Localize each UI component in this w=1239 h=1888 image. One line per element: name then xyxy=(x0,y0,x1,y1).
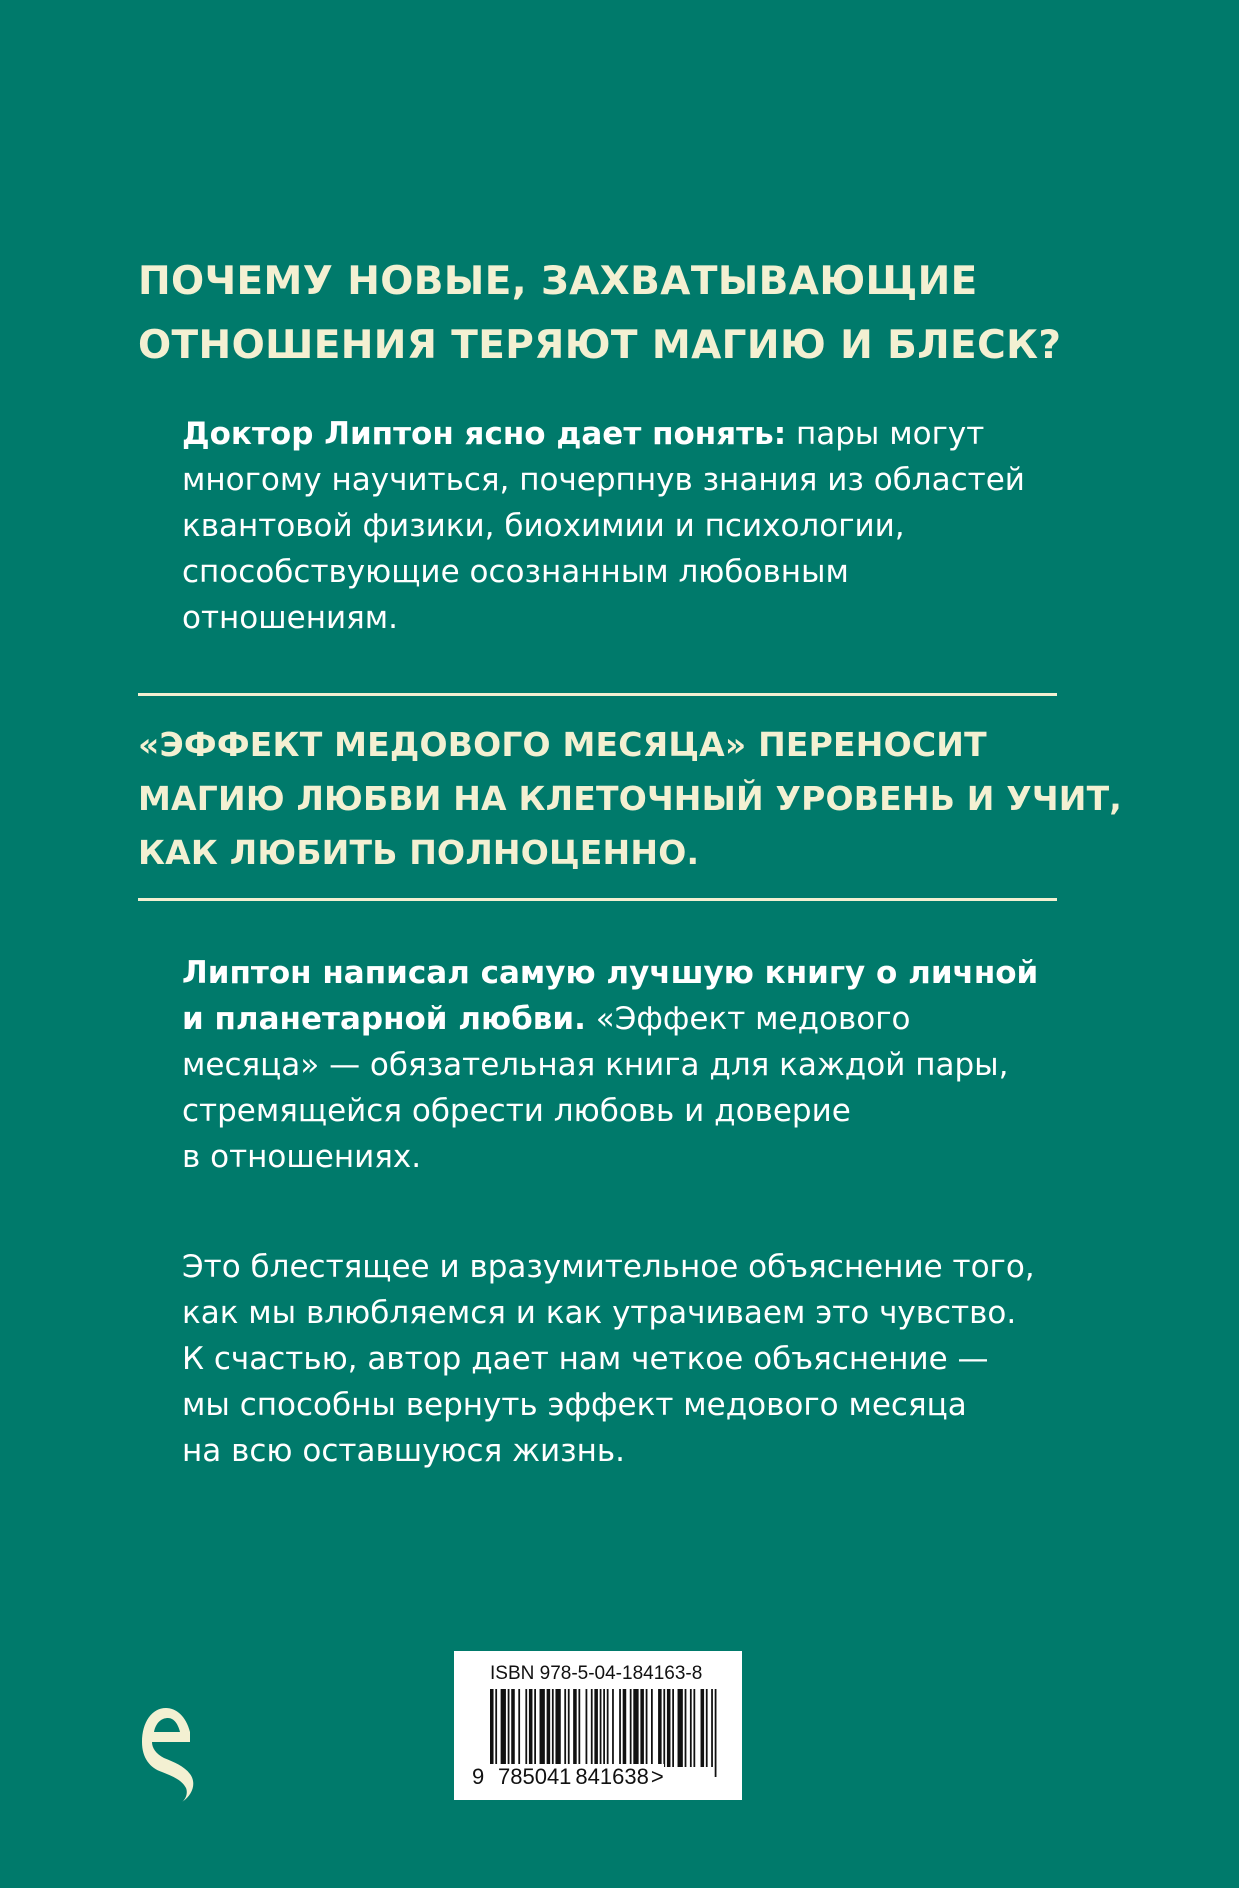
barcode-bar xyxy=(678,1689,683,1767)
barcode-bar xyxy=(663,1689,665,1767)
paragraph-dr-lipton xyxy=(182,411,1082,641)
barcode-bar xyxy=(518,1689,520,1767)
headline-line: ПОЧЕМУ НОВЫЕ, ЗАХВАТЫВАЮЩИЕ xyxy=(138,259,978,304)
barcode-bar xyxy=(564,1689,566,1767)
barcode-bar xyxy=(612,1689,614,1767)
paragraph-best-book xyxy=(182,950,1082,1180)
barcode-marker: > xyxy=(650,1764,664,1789)
paragraph-line: на всю оставшуюся жизнь. xyxy=(182,1433,626,1469)
barcode-bar xyxy=(706,1689,708,1767)
barcode-bar xyxy=(646,1689,648,1767)
paragraph-line: месяца» — обязательная книга для каждой пары, xyxy=(182,1047,1009,1083)
paragraph-line: отношениям. xyxy=(182,600,399,636)
barcode-bar xyxy=(651,1689,653,1767)
barcode-bar xyxy=(508,1689,510,1767)
paragraph-line: многому научиться, почерпнув знания из областей xyxy=(182,462,1025,498)
barcode-bar xyxy=(685,1689,687,1767)
barcode-bar xyxy=(568,1689,570,1767)
barcode-bar xyxy=(547,1689,551,1767)
paragraph-line xyxy=(182,950,1082,996)
bold-lead: Доктор Липтон ясно дает понять: xyxy=(182,416,787,452)
paragraph-line: стремящейся обрести любовь и доверие xyxy=(182,1093,851,1129)
barcode-bar xyxy=(640,1689,644,1767)
barcode-digit-group: 785041 xyxy=(498,1764,572,1789)
paragraph-line: в отношениях. xyxy=(182,1139,422,1175)
barcode-digit-group: 841638 xyxy=(575,1764,649,1789)
barcode-bar xyxy=(594,1689,598,1767)
headline-why-relationships-lose-magic xyxy=(138,250,1078,378)
barcode-bar xyxy=(511,1689,515,1767)
barcode-bar xyxy=(534,1689,536,1767)
headline-honeymoon-effect xyxy=(138,718,1123,880)
bold-lead: Липтон написал самую лучшую книгу о личной xyxy=(182,955,1039,991)
barcode-bar xyxy=(525,1689,527,1767)
barcode-bar xyxy=(715,1689,717,1777)
barcode-bar xyxy=(690,1689,692,1767)
barcode-bar xyxy=(555,1689,560,1767)
barcode-bar xyxy=(658,1689,662,1767)
headline-line: ОТНОШЕНИЯ ТЕРЯЮТ МАГИЮ И БЛЕСК? xyxy=(138,323,1062,368)
paragraph-line xyxy=(182,411,1082,457)
barcode-bar xyxy=(586,1689,588,1767)
barcode-bar xyxy=(529,1689,533,1767)
paragraph-text: «Эффект медового xyxy=(585,1001,911,1037)
paragraph-line: как мы влюбляемся и как утрачиваем это чувство. xyxy=(182,1295,1017,1331)
barcode-bar xyxy=(540,1689,545,1767)
bold-lead: и планетарной любви. xyxy=(182,1001,586,1037)
paragraph-line: К счастью, автор дает нам четкое объяснение — xyxy=(182,1341,989,1377)
paragraph-line: квантовой физики, биохимии и психологии, xyxy=(182,508,905,544)
barcode-bar xyxy=(701,1689,705,1767)
barcode-digit-first: 9 xyxy=(472,1764,485,1789)
barcode-digits xyxy=(472,1764,664,1790)
paragraph-line xyxy=(182,996,1082,1042)
barcode-bar xyxy=(633,1689,638,1767)
paragraph-line: способствующие осознанным любовным xyxy=(182,554,849,590)
barcode-bar xyxy=(630,1689,632,1767)
headline-line: МАГИЮ ЛЮБВИ НА КЛЕТОЧНЫЙ УРОВЕНЬ И УЧИТ, xyxy=(138,779,1123,818)
paragraph-text: пары могут xyxy=(786,416,985,452)
barcode-bar xyxy=(600,1689,602,1767)
barcode-bar xyxy=(693,1689,695,1767)
barcode-bar xyxy=(501,1689,506,1767)
barcode-bar xyxy=(591,1689,593,1767)
barcode-bar xyxy=(672,1689,674,1767)
headline-line: КАК ЛЮБИТЬ ПОЛНОЦЕННО. xyxy=(138,833,700,872)
divider-bottom xyxy=(138,898,1057,901)
barcode-bar xyxy=(623,1689,627,1767)
barcode-bar xyxy=(619,1689,621,1767)
paragraph-brilliant-explanation xyxy=(182,1244,1082,1474)
barcode-bar xyxy=(552,1689,554,1767)
barcode-bar xyxy=(573,1689,577,1767)
publisher-logo-icon xyxy=(138,1698,196,1802)
divider-top xyxy=(138,693,1057,696)
barcode-bar xyxy=(711,1689,713,1767)
barcode-bar xyxy=(667,1689,671,1767)
barcode-bar xyxy=(578,1689,580,1767)
isbn-text: ISBN 978-5-04-184163-8 xyxy=(490,1663,703,1684)
headline-line: «ЭФФЕКТ МЕДОВОГО МЕСЯЦА» ПЕРЕНОСИТ xyxy=(138,725,987,764)
paragraph-line: Это блестящее и вразумительное объяснение того, xyxy=(182,1249,1035,1285)
paragraph-line: мы способны вернуть эффект медового месяца xyxy=(182,1387,967,1423)
barcode-label xyxy=(454,1651,742,1800)
